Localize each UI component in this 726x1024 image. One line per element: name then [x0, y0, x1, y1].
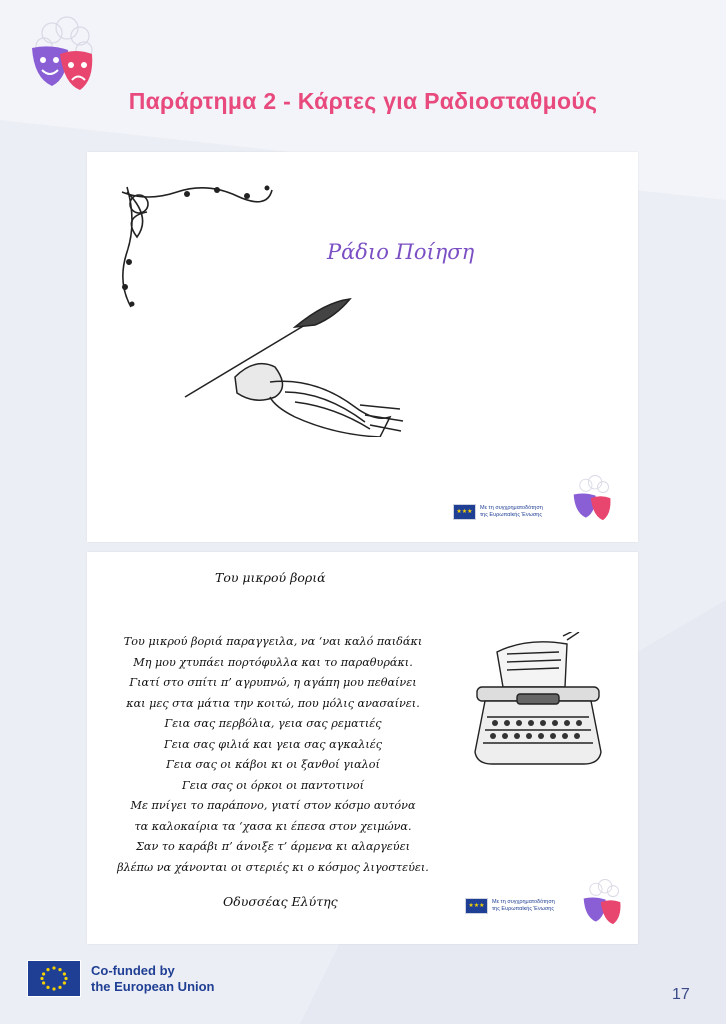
age-thea-logo-small	[567, 470, 617, 525]
funding-text-line2: της Ευρωπαϊκής Ένωσης	[480, 512, 542, 518]
floral-corner-ornament	[117, 182, 277, 312]
age-thea-logo-small	[577, 874, 627, 929]
radio-poetry-cover-card	[87, 152, 638, 542]
poem-line: βλέπω να χάνονται οι στεριές κι ο κόσμος λιγοστεύει.	[117, 860, 429, 874]
page-number: 17	[672, 986, 690, 1003]
eu-funding-badge	[453, 504, 544, 520]
poem-card	[87, 552, 638, 944]
eu-funding-badge	[465, 898, 556, 914]
page-title: Παράρτημα 2 - Κάρτες για Ραδιοσταθμούς	[128, 88, 598, 114]
cofunded-line2: the European Union	[91, 978, 215, 994]
poem-line: Γεια σας φιλιά και γεια σας αγκαλιές	[164, 737, 382, 751]
poem-line: και μες στα μάτια την κοιτώ, που μόλις ανασαίνει.	[126, 696, 420, 710]
poem-line: Γεια σας οι κάβοι κι οι ξανθοί γιαλοί	[166, 758, 380, 771]
funding-text-line2: της Ευρωπαϊκής Ένωσης	[492, 906, 554, 912]
poem-line: Γεια σας οι όρκοι οι παντοτινοί	[181, 778, 365, 792]
eu-cofunded-footer	[27, 960, 215, 997]
poem-line: Σαν το καράβι π’ άνοιξε τ’ άρμενα κι αλαργεύει	[136, 840, 410, 853]
poem-line: Του μικρού βοριά παραγγειλα, να ‘ναι καλό παιδάκι	[123, 635, 423, 648]
hand-with-quill-illustration	[175, 297, 405, 437]
cofunded-line1: Co-funded by	[91, 962, 175, 978]
poem-line: Γιατί στο σπίτι π’ αγρυπνώ, η αγάπη μου πεθαίνει	[129, 676, 417, 689]
poet-name: Οδυσσέας Ελύτης	[223, 894, 338, 909]
poem-line: Με πνίγει το παράπονο, γιατί στον κόσμο αυτόνα	[130, 799, 416, 812]
theatre-masks-icon	[22, 8, 102, 98]
funding-text-line1: Με τη συγχρηματοδότηση	[492, 899, 555, 905]
funding-text-line1: Με τη συγχρηματοδότηση	[480, 505, 543, 511]
poem-line: Μη μου χτυπάει πορτόφυλλα και το παραθυράκι.	[133, 655, 413, 669]
typewriter-illustration	[467, 632, 609, 772]
poem-text	[93, 632, 453, 878]
age-thea-logo	[22, 8, 102, 98]
poem-title: Του μικρού βοριά	[215, 570, 326, 585]
poem-line: τα καλοκαίρια τα ‘χασα κι έπεσα στον χειμώνα.	[134, 819, 412, 833]
poem-line: Γεια σας περβόλια, γεια σας ρεματιές	[164, 717, 382, 730]
card-title: Ράδιο Ποίηση	[327, 240, 475, 264]
eu-flag-icon: ★★★	[453, 504, 476, 520]
eu-flag-icon: ★★★	[465, 898, 488, 914]
eu-flag-icon	[27, 960, 81, 997]
